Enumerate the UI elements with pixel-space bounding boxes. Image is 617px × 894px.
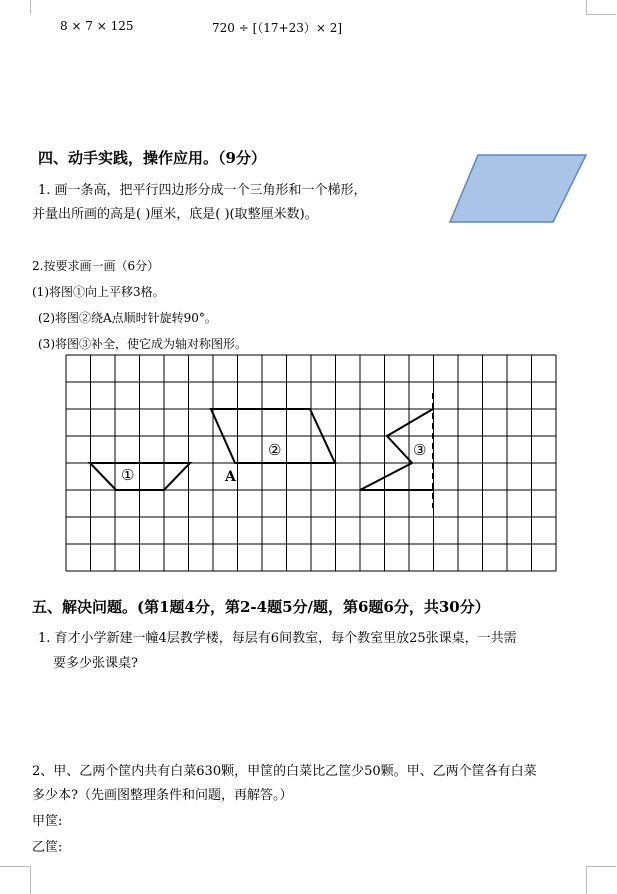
answer-basket-yi: 乙筐: xyxy=(32,840,63,855)
shape-1-label: ① xyxy=(121,466,135,484)
section-5-q2-line1: 2、甲、乙两个筐内共有白菜630颗，甲筐的白菜比乙筐少50颗。甲、乙两个筐各有白菜 xyxy=(32,764,537,779)
section-4-q2-item2: (2)将图②绕A点顺时针旋转90°。 xyxy=(38,311,217,325)
expression-1: 8 × 7 × 125 xyxy=(60,19,134,33)
section-5-title: 五、解决问题。(第1题4分，第2-4题5分/题，第6题6分，共30分） xyxy=(32,598,490,616)
section-4-q1-line2: 并量出所画的高是( )厘米，底是( )(取整厘米数)。 xyxy=(32,207,318,222)
section-5-q1-line1: 1. 育才小学新建一幢4层教学楼，每层有6间教室，每个教室里放25张课桌，一共需 xyxy=(38,631,517,646)
section-4-q2-item1: (1)将图①向上平移3格。 xyxy=(32,285,165,299)
section-5-q1-line2: 要多少张课桌? xyxy=(53,656,138,671)
section-4-q2-item3: (3)将图③补全，使它成为轴对称图形。 xyxy=(38,337,247,351)
section-4-q1-line1: 1. 画一条高，把平行四边形分成一个三角形和一个梯形， xyxy=(38,183,367,198)
expression-2: 720 ÷ [（17+23）× 2] xyxy=(212,21,343,35)
shape-3-label: ③ xyxy=(413,441,427,459)
section-4-q2-title: 2.按要求画一画（6分） xyxy=(32,259,160,273)
point-a-label: A xyxy=(225,469,236,485)
answer-basket-jia: 甲筐: xyxy=(32,814,63,829)
section-5-q2-line2: 多少本?（先画图整理条件和问题，再解答。） xyxy=(32,788,293,803)
shape-2-label: ② xyxy=(268,441,282,459)
section-4-title: 四、动手实践，操作应用。（9分） xyxy=(38,149,266,167)
